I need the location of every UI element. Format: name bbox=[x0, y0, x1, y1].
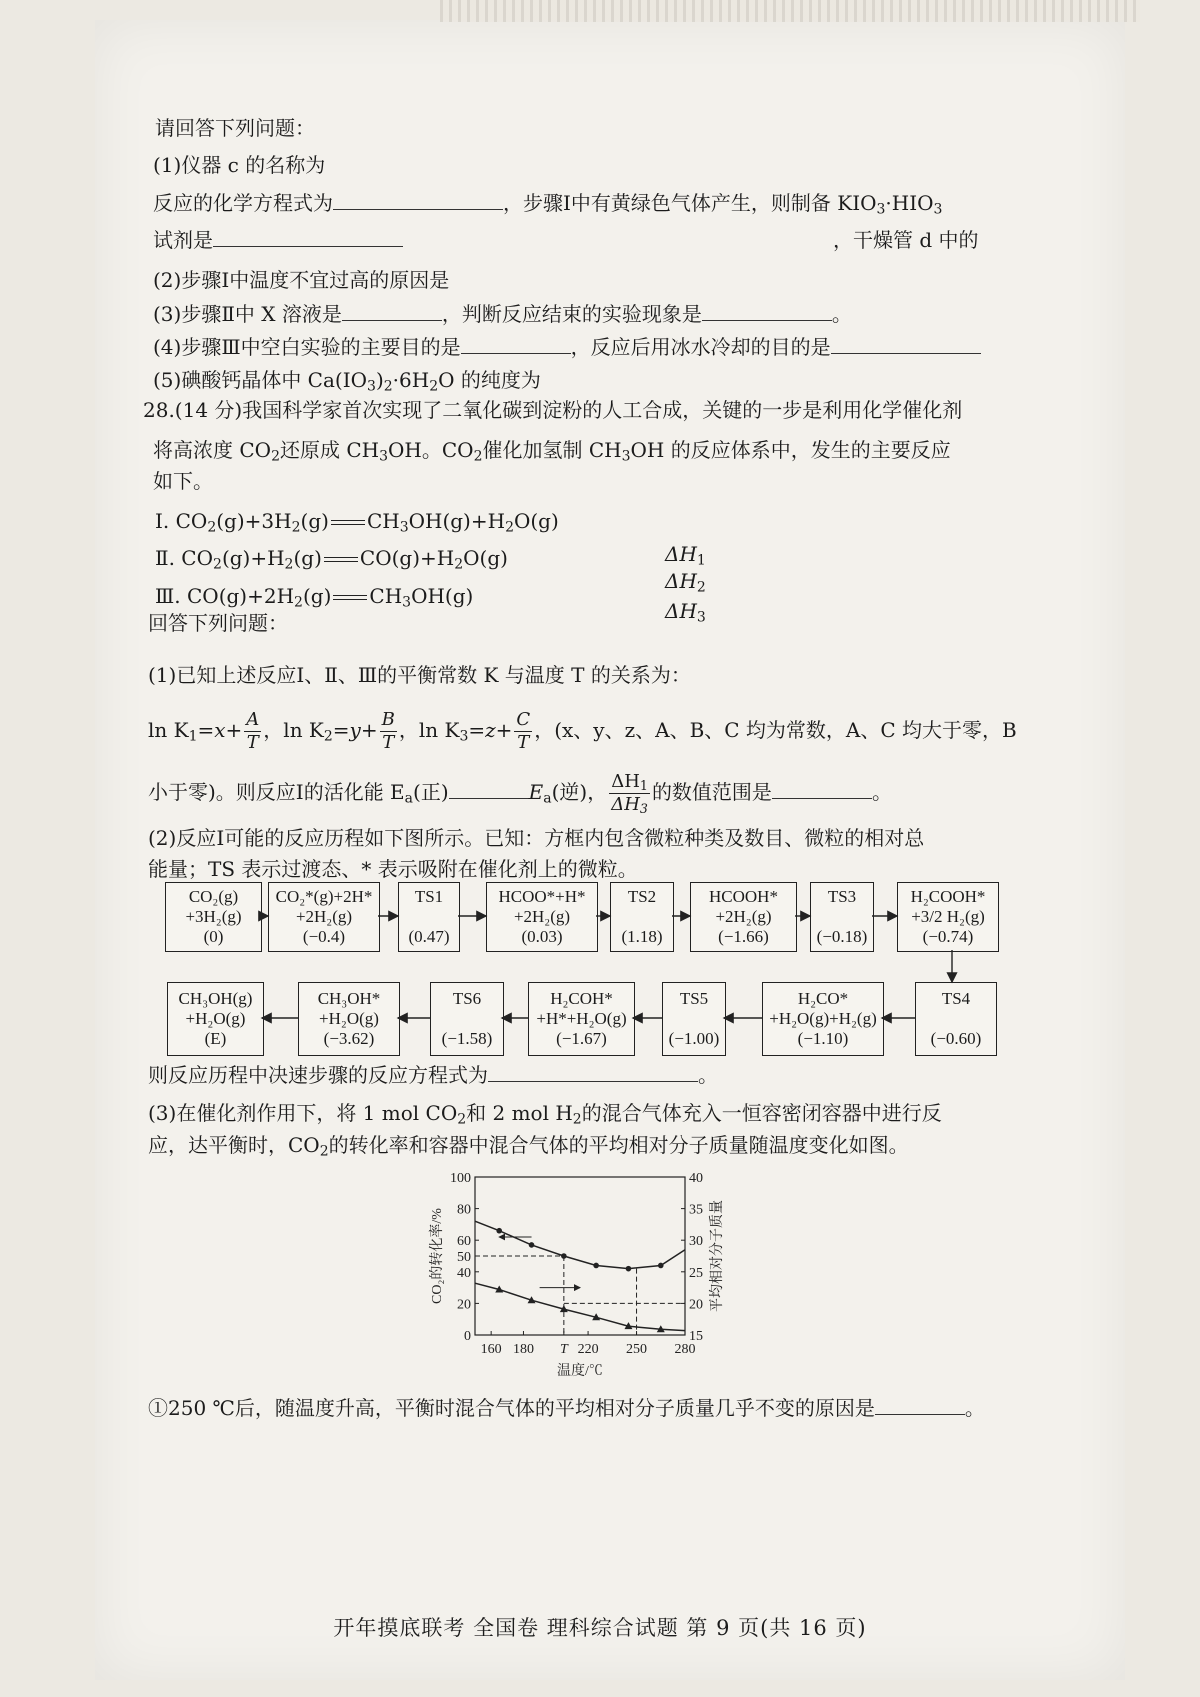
row2-box-3-l2: +H*+H₂O(g) bbox=[536, 1009, 627, 1028]
dh1: $\Delta H_1$ bbox=[665, 542, 706, 569]
problem-28-line1: 28.(14 分)我国科学家首次实现了二氧化碳到淀粉的人工合成，关键的一步是利用化学催化剂 bbox=[143, 398, 963, 422]
x-label-4: 250 bbox=[626, 1342, 648, 1357]
conversion-point-1 bbox=[496, 1228, 502, 1234]
row2-box-1-l2: +H₂O(g) bbox=[319, 1009, 379, 1028]
row1-box-1-l3: (−0.4) bbox=[302, 927, 346, 946]
row1-box-3-l3: (0.03) bbox=[521, 927, 563, 946]
dh3: $\Delta H_3$ bbox=[665, 599, 706, 626]
x-label-0: 160 bbox=[480, 1342, 502, 1357]
conversion-point-5 bbox=[626, 1266, 632, 1272]
part-1-line1: (1)已知上述反应Ⅰ、Ⅱ、Ⅲ的平衡常数 K 与温度 T 的关系为： bbox=[148, 663, 691, 687]
part-1-line3: 小于零)。则反应Ⅰ的活化能 $E_a$(正) $E_a$(逆)， $\frac{\Delta H_1}{\Delta H_3}$ 的数值范围是 。 bbox=[148, 771, 892, 817]
y-right-label-4: 35 bbox=[689, 1202, 703, 1218]
row2-box-3-l3: (−1.67) bbox=[556, 1029, 607, 1048]
row2-box-4-l3: (−1.00) bbox=[668, 1029, 720, 1048]
row2-box-4-l1: TS5 bbox=[679, 989, 709, 1008]
row2-box-0-l3: (E) bbox=[204, 1029, 227, 1048]
y-left-title: CO₂的转化率/% bbox=[430, 1208, 445, 1304]
row2-box-6-l1: TS4 bbox=[941, 989, 971, 1008]
row1-box-5-l2: +2H₂(g) bbox=[715, 907, 772, 926]
x-label-3: 220 bbox=[577, 1342, 599, 1357]
row1-box-0-l1: CO₂(g) bbox=[188, 887, 239, 906]
y-right-label-0: 15 bbox=[689, 1329, 703, 1344]
dh2: $\Delta H_2$ bbox=[665, 569, 706, 596]
x-label-2: T bbox=[559, 1342, 568, 1357]
reaction-1: Ⅰ. $CO_2(g)+3H_2(g)$ $CH_3OH(g)+H_2O(g)$ bbox=[155, 509, 559, 536]
question-last: ①250 ℃后，随温度升高，平衡时混合气体的平均相对分子质量几乎不变的原因是 。 bbox=[148, 1396, 985, 1420]
part-2-line2: 能量；TS 表示过渡态、* 表示吸附在催化剂上的微粒。 bbox=[148, 857, 638, 881]
row2-box-5-l3: (−1.10) bbox=[797, 1029, 849, 1048]
row1-box-3-l1: HCOO*+H* bbox=[498, 887, 586, 906]
x-label-1: 180 bbox=[512, 1342, 534, 1357]
row1-box-4-l3: (1.18) bbox=[621, 927, 663, 946]
row1-box-2-l3: (0.47) bbox=[408, 927, 450, 946]
question-1c: 试剂是 ，干燥管 d 中的 bbox=[153, 228, 979, 252]
y-left-label-3: 50 bbox=[457, 1250, 471, 1265]
row2-box-1-l1: CH₃OH* bbox=[317, 989, 381, 1008]
page-footer: 开年摸底联考 全国卷 理科综合试题 第 9 页(共 16 页) bbox=[333, 1616, 867, 1640]
y-left-label-0: 0 bbox=[464, 1329, 471, 1344]
series-conversion-line bbox=[475, 1221, 685, 1268]
row1-box-3-l2: +2H₂(g) bbox=[513, 907, 571, 926]
reaction-2: Ⅱ. $CO_2(g)+H_2(g)$ $CO(g)+H_2O(g)$ bbox=[155, 546, 508, 573]
y-left-label-6: 100 bbox=[450, 1171, 471, 1186]
question-1b: 反应的化学方程式为 ，步骤Ⅰ中有黄绿色气体产生，则制备 $KIO_3\cdot HIO_3$ bbox=[153, 191, 943, 218]
row2-box-0-l1: CH₃OH(g) bbox=[178, 989, 253, 1008]
y-right-label-1: 20 bbox=[689, 1297, 703, 1313]
part-2-line1: (2)反应Ⅰ可能的反应历程如下图所示。已知：方框内包含微粒种类及数目、微粒的相对总 bbox=[148, 826, 925, 850]
conversion-point-6 bbox=[658, 1263, 664, 1269]
y-right-label-3: 30 bbox=[689, 1234, 703, 1250]
problem-28-line2: 将高浓度 $CO_2$还原成 $CH_3OH$。$CO_2$催化加氢制 $CH_3OH$ 的反应体系中，发生的主要反应 bbox=[153, 438, 951, 465]
row2-box-3-l1: H₂COH* bbox=[550, 989, 613, 1008]
question-3: (3)步骤Ⅱ中 X 溶液是 ，判断反应结束的实验现象是 。 bbox=[153, 302, 852, 326]
row1-box-7-l2: +3/2 H₂(g) bbox=[911, 907, 985, 926]
y-left-label-2: 40 bbox=[457, 1265, 471, 1281]
conversion-point-2 bbox=[529, 1242, 535, 1248]
row2-box-6-l3: (−0.60) bbox=[930, 1029, 982, 1048]
row2-box-5-l2: +H₂O(g)+H₂(g) bbox=[769, 1009, 877, 1028]
y-left-label-1: 20 bbox=[457, 1297, 471, 1313]
row1-box-7-l1: H₂COOH* bbox=[910, 887, 986, 906]
y-right-label-2: 25 bbox=[689, 1265, 703, 1281]
question-1a: (1)仪器 c 的名称为 bbox=[153, 153, 326, 177]
reaction-3: Ⅲ. $CO(g)+2H_2(g)$ $CH_3OH(g)$ bbox=[155, 584, 474, 611]
row1-box-1-l2: +2H₂(g) bbox=[295, 907, 353, 926]
part-3-line2: 应，达平衡时，$CO_2$的转化率和容器中混合气体的平均相对分子质量随温度变化如图。 bbox=[148, 1133, 909, 1160]
part-3-line1: (3)在催化剂作用下，将 1 mol $CO_2$和 2 mol $H_2$的混合气体充入一恒容密闭容器中进行反 bbox=[148, 1101, 942, 1128]
lnk-equation: $\ln K_1=x+$ $\frac{A}{T}$ ，$\ln K_2=y+$ $\frac{B}{T}$ ，$\ln K_3=z+$ $\frac{C}{T}$ ，(x、y、z、A、B、C 均为常数，A、C 均大于零，B bbox=[148, 709, 1017, 753]
x-axis-title: 温度/℃ bbox=[557, 1364, 603, 1379]
y-left-label-4: 60 bbox=[457, 1234, 471, 1250]
y-right-title: 平均相对分子质量 bbox=[710, 1200, 725, 1312]
row1-box-4-l1: TS2 bbox=[627, 887, 657, 906]
conversion-chart bbox=[420, 1165, 760, 1405]
question-5: (5)碘酸钙晶体中 $Ca(IO_3)_2\cdot 6H_2O$ 的纯度为 bbox=[153, 368, 541, 395]
series-molar-mass-line bbox=[475, 1283, 685, 1330]
row2-box-2-l3: (−1.58) bbox=[441, 1029, 493, 1048]
row1-box-6-l3: (−0.18) bbox=[816, 927, 868, 946]
conversion-point-4 bbox=[593, 1263, 599, 1269]
intro-line: 请回答下列问题： bbox=[155, 116, 315, 140]
row2-box-2-l1: TS6 bbox=[452, 989, 482, 1008]
question-4: (4)步骤Ⅲ中空白实验的主要目的是 ，反应后用冰水冷却的目的是 bbox=[153, 334, 981, 360]
row1-box-2-l1: TS1 bbox=[414, 887, 444, 906]
row1-box-7-l3: (−0.74) bbox=[922, 927, 974, 946]
row1-box-1-l1: CO₂*(g)+2H* bbox=[275, 887, 373, 906]
y-left-label-5: 80 bbox=[457, 1202, 471, 1218]
x-label-5: 280 bbox=[674, 1342, 696, 1357]
row1-box-5-l1: HCOOH* bbox=[709, 887, 778, 906]
row1-box-0-l2: +3H₂(g) bbox=[185, 907, 242, 926]
row1-box-0-l3: (0) bbox=[203, 927, 224, 946]
problem-28-line3: 如下。 bbox=[153, 469, 213, 493]
row2-box-1-l3: (−3.62) bbox=[323, 1029, 375, 1048]
row1-box-6-l1: TS3 bbox=[827, 887, 857, 906]
row2-box-5-l1: H₂CO* bbox=[797, 989, 849, 1008]
y-right-label-5: 40 bbox=[689, 1171, 703, 1186]
row1-box-5-l3: (−1.66) bbox=[718, 927, 769, 946]
row2-box-0-l2: +H₂O(g) bbox=[185, 1009, 246, 1028]
part-2-line3: 则反应历程中决速步骤的反应方程式为 。 bbox=[148, 1063, 718, 1087]
conversion-point-3 bbox=[561, 1253, 567, 1259]
answer-heading: 回答下列问题： bbox=[148, 611, 288, 635]
question-2: (2)步骤Ⅰ中温度不宜过高的原因是 bbox=[153, 268, 450, 292]
plot-frame bbox=[475, 1177, 685, 1335]
